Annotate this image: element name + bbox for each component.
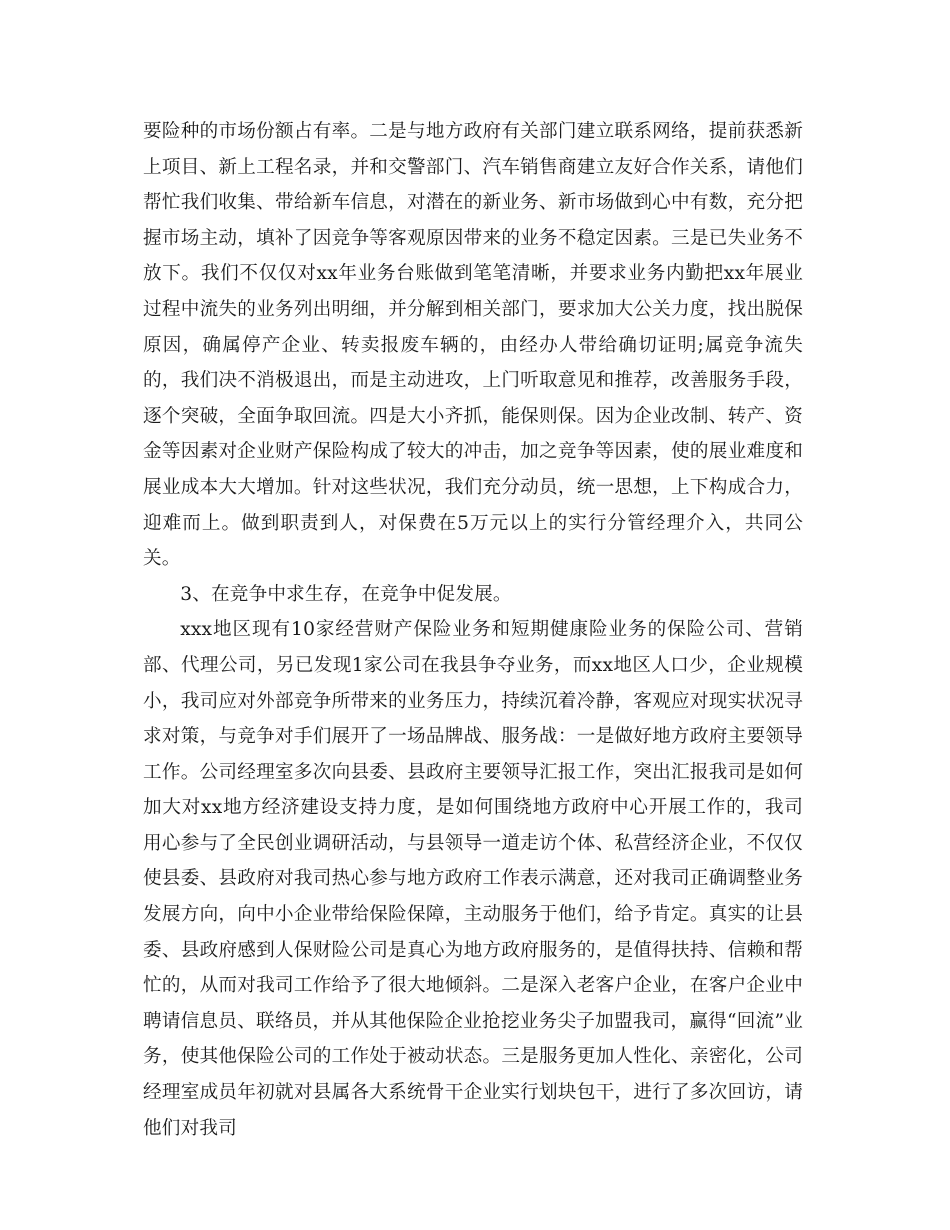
document-body xyxy=(143,114,803,1146)
paragraph: xxx地区现有10家经营财产保险业务和短期健康险业务的保险公司、营销部、代理公司，另已发现1家公司在我县争夺业务，而xx地区人口少，企业规模小，我司应对外部竞争所带来的业务压力，持续沉着冷静，客观应对现实状况寻求对策，与竞争对手们展开了一场品牌战、服务战：一是做好地方政府主要领导工作。公司经理室多次向县委、县政府主要领导汇报工作，突出汇报我司是如何加大对xx地方经济建设支持力度，是如何围绕地方政府中心开展工作的，我司用心参与了全民创业调研活动，与县领导一道走访个体、私营经济企业，不仅仅使县委、县政府对我司热心参与地方政府工作表示满意，还对我司正确调整业务发展方向，向中小企业带给保险保障，主动服务于他们，给予肯定。真实的让县委、县政府感到人保财险公司是真心为地方政府服务的，是值得扶持、信赖和帮忙的，从而对我司工作给予了很大地倾斜。二是深入老客户企业，在客户企业中聘请信息员、联络员，并从其他保险企业抢挖业务尖子加盟我司，赢得“回流”业务，使其他保险公司的工作处于被动状态。三是服务更加人性化、亲密化，公司经理室成员年初就对县属各大系统骨干企业实行划块包干，进行了多次回访，请他们对我司 xyxy=(143,619,803,1139)
section-heading: 3、在竞争中求生存，在竞争中促发展。 xyxy=(180,583,512,605)
paragraph-continued: 要险种的市场份额占有率。二是与地方政府有关部门建立联系网络，提前获悉新上项目、新上工程名录，并和交警部门、汽车销售商建立友好合作关系，请他们帮忙我们收集、带给新车信息，对潜在的新业务、新市场做到心中有数，充分把握市场主动，填补了因竞争等客观原因带来的业务不稳定因素。三是已失业务不放下。我们不仅仅对xx年业务台账做到笔笔清晰，并要求业务内勤把xx年展业过程中流失的业务列出明细，并分解到相关部门，要求加大公关力度，找出脱保原因，确属停产企业、转卖报废车辆的，由经办人带给确切证明;属竞争流失的，我们决不消极退出，而是主动进攻，上门听取意见和推荐，改善服务手段，逐个突破，全面争取回流。四是大小齐抓，能保则保。因为企业改制、转产、资金等因素对企业财产保险构成了较大的冲击，加之竞争等因素，使的展业难度和展业成本大大增加。针对这些状况，我们充分动员，统一思想，上下构成合力，迎难而上。做到职责到人，对保费在5万元以上的实行分管经理介入，共同公关。 xyxy=(143,121,803,570)
